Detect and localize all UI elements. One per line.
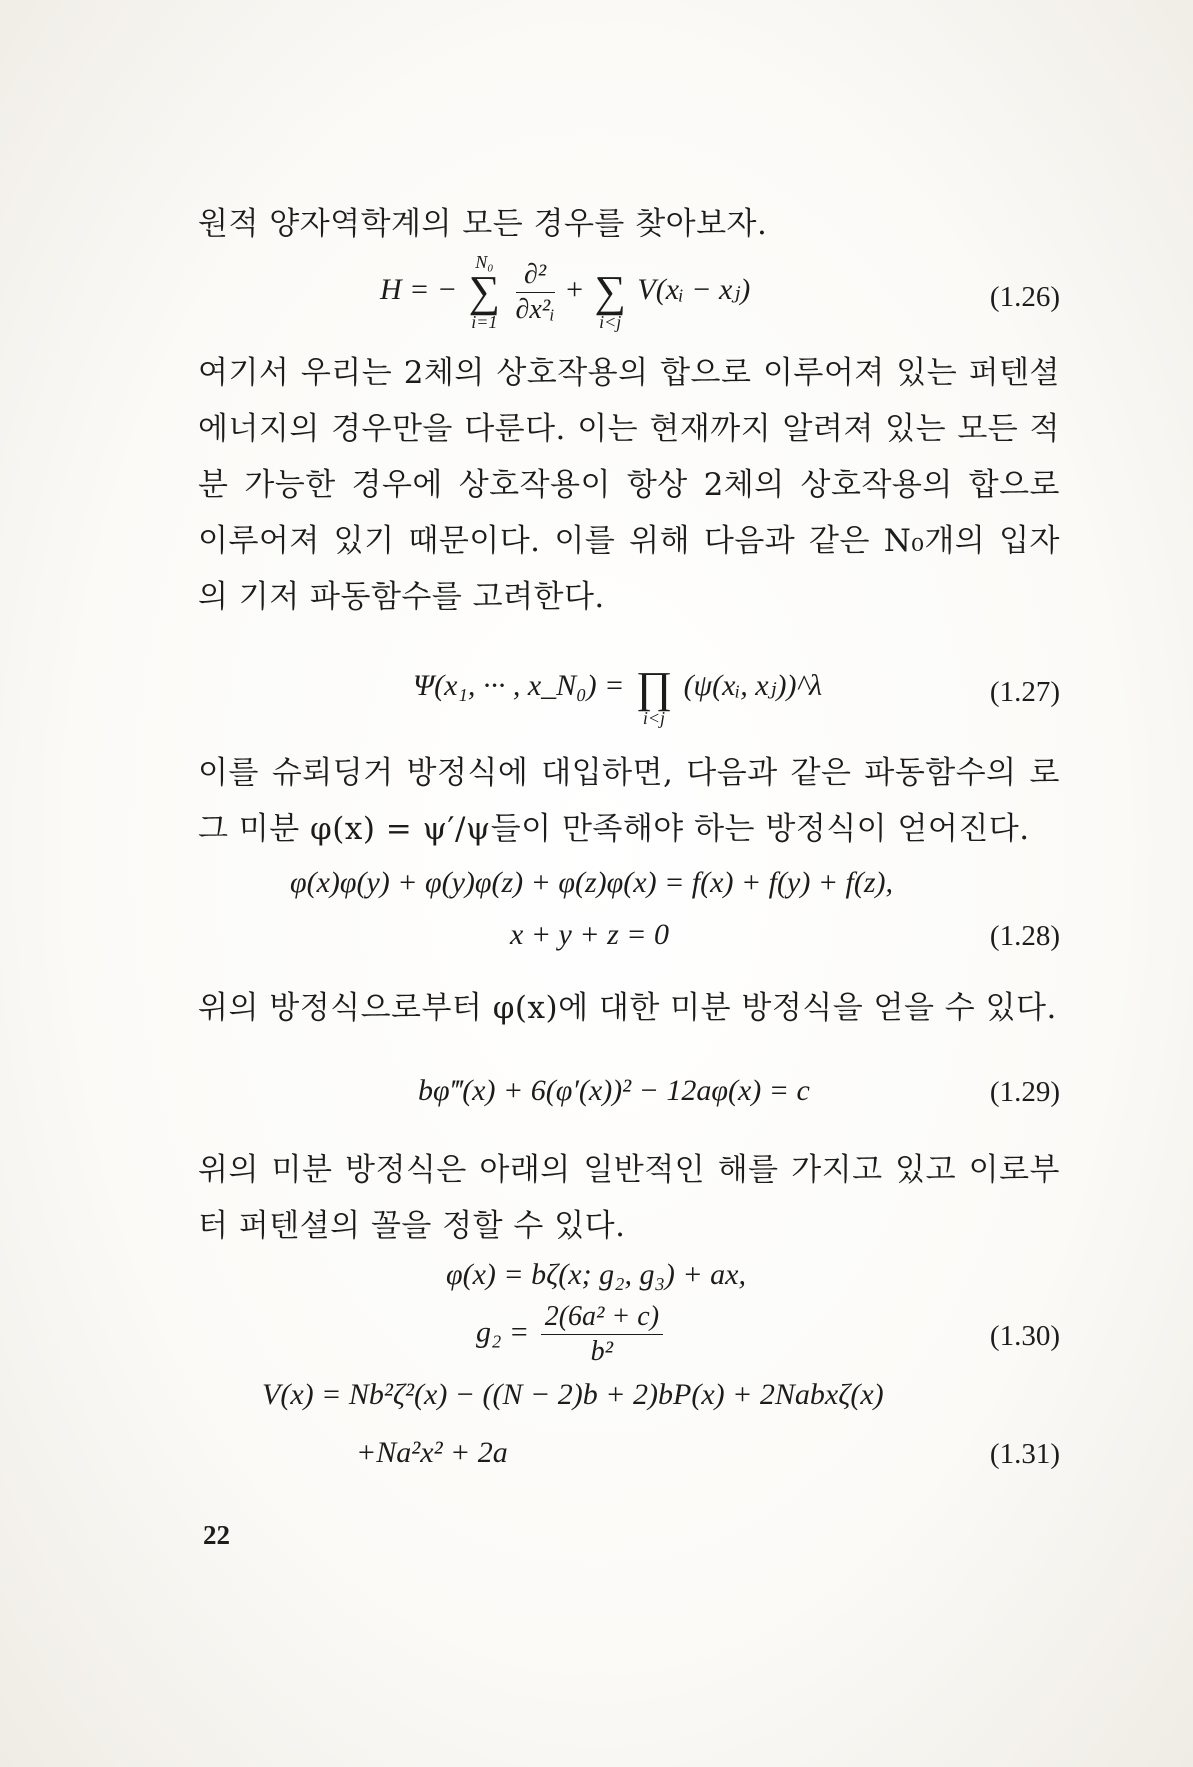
fraction-denominator: ∂x²ᵢ: [515, 293, 555, 325]
sum-pairs-lower-limit: i<j: [599, 312, 622, 332]
sum-operator: N₀ ∑ i=1: [468, 252, 501, 332]
g2-denominator: b²: [590, 1336, 614, 1367]
equation-1-27: [198, 648, 1060, 738]
paragraph-differential: 위의 방정식으로부터 φ(x)에 대한 미분 방정식을 얻을 수 있다.: [198, 990, 1057, 1026]
partial-fraction: [516, 258, 555, 327]
eq126-lhs: H = −: [380, 272, 458, 306]
equation-1-27-body: [413, 648, 822, 728]
equation-number: (1.26): [989, 281, 1060, 313]
eq126-plus: +: [566, 272, 584, 306]
equation-1-31: [198, 1378, 1060, 1478]
paragraph-potential: 여기서 우리는 2체의 상호작용의 합으로 이루어져 있는 퍼텐셜 에너지의 경우만을 다룬다. 이는 현재까지 알려져 있는 모든 적분 가능한 경우에 상호작용이 항상 2체의 상호작용의 합으로 이루어져 있기 때문이다. 이를 위해 다음과 같은 N₀개의 입자의 기저 파동함수를 고려한다.: [198, 355, 1060, 615]
sum-upper-limit: N₀: [475, 252, 494, 272]
g2-lhs: g₂ =: [476, 1315, 530, 1349]
eq130-g2: [476, 1300, 667, 1369]
equation-number: (1.31): [989, 1438, 1060, 1470]
paragraph-schrodinger: 이를 슈뢰딩거 방정식에 대입하면, 다음과 같은 파동함수의 로그 미분 φ(x) = ψ′/ψ들이 만족해야 하는 방정식이 얻어진다.: [198, 755, 1060, 847]
equation-1-26-body: [380, 252, 750, 332]
sum-lower-limit: i=1: [471, 312, 498, 332]
paragraph-intro: 원적 양자역학계의 모든 경우를 찾아보자.: [198, 206, 768, 242]
product-operator: ∏ i<j: [635, 663, 673, 728]
equation-1-30: [198, 1258, 1060, 1378]
sum-operator-pairs: ∑ i<j: [594, 267, 626, 332]
g2-fraction: [541, 1300, 663, 1369]
product-lower-limit: i<j: [642, 708, 666, 728]
eq131-line1: V(x) = Nb²ζ²(x) − ((N − 2)b + 2)bP(x) + 2Nabxζ(x): [262, 1378, 884, 1411]
eq131-line2: +Na²x² + 2a: [356, 1436, 508, 1469]
eq128-line1: φ(x)φ(y) + φ(y)φ(z) + φ(z)φ(x) = f(x) + f(y) + f(z),: [290, 866, 894, 899]
equation-number: (1.28): [989, 920, 1060, 952]
eq127-lhs: Ψ(x₁, ··· , x_N₀) =: [413, 668, 625, 702]
fraction-numerator: ∂²: [516, 258, 555, 293]
eq128-line2: x + y + z = 0: [510, 918, 670, 951]
equation-number: (1.29): [989, 1076, 1060, 1108]
equation-1-29: [198, 1070, 1060, 1120]
page-number: 22: [203, 1520, 230, 1550]
equation-number: (1.27): [989, 676, 1060, 708]
eq127-term: (ψ(xᵢ, xⱼ))^λ: [683, 668, 823, 702]
g2-numerator: 2(6a² + c): [541, 1300, 663, 1335]
eq129-line: bφ‴(x) + 6(φ′(x))² − 12aφ(x) = c: [418, 1074, 810, 1107]
equation-1-26: [198, 252, 1060, 342]
equation-1-28: [198, 866, 1060, 966]
paragraph-solution: 위의 미분 방정식은 아래의 일반적인 해를 가지고 있고 이로부터 퍼텐셜의 꼴을 정할 수 있다.: [198, 1152, 1060, 1244]
eq130-line1: φ(x) = bζ(x; g₂, g₃) + ax,: [446, 1258, 746, 1291]
eq126-term: V(xᵢ − xⱼ): [637, 272, 751, 306]
equation-number: (1.30): [989, 1320, 1060, 1352]
